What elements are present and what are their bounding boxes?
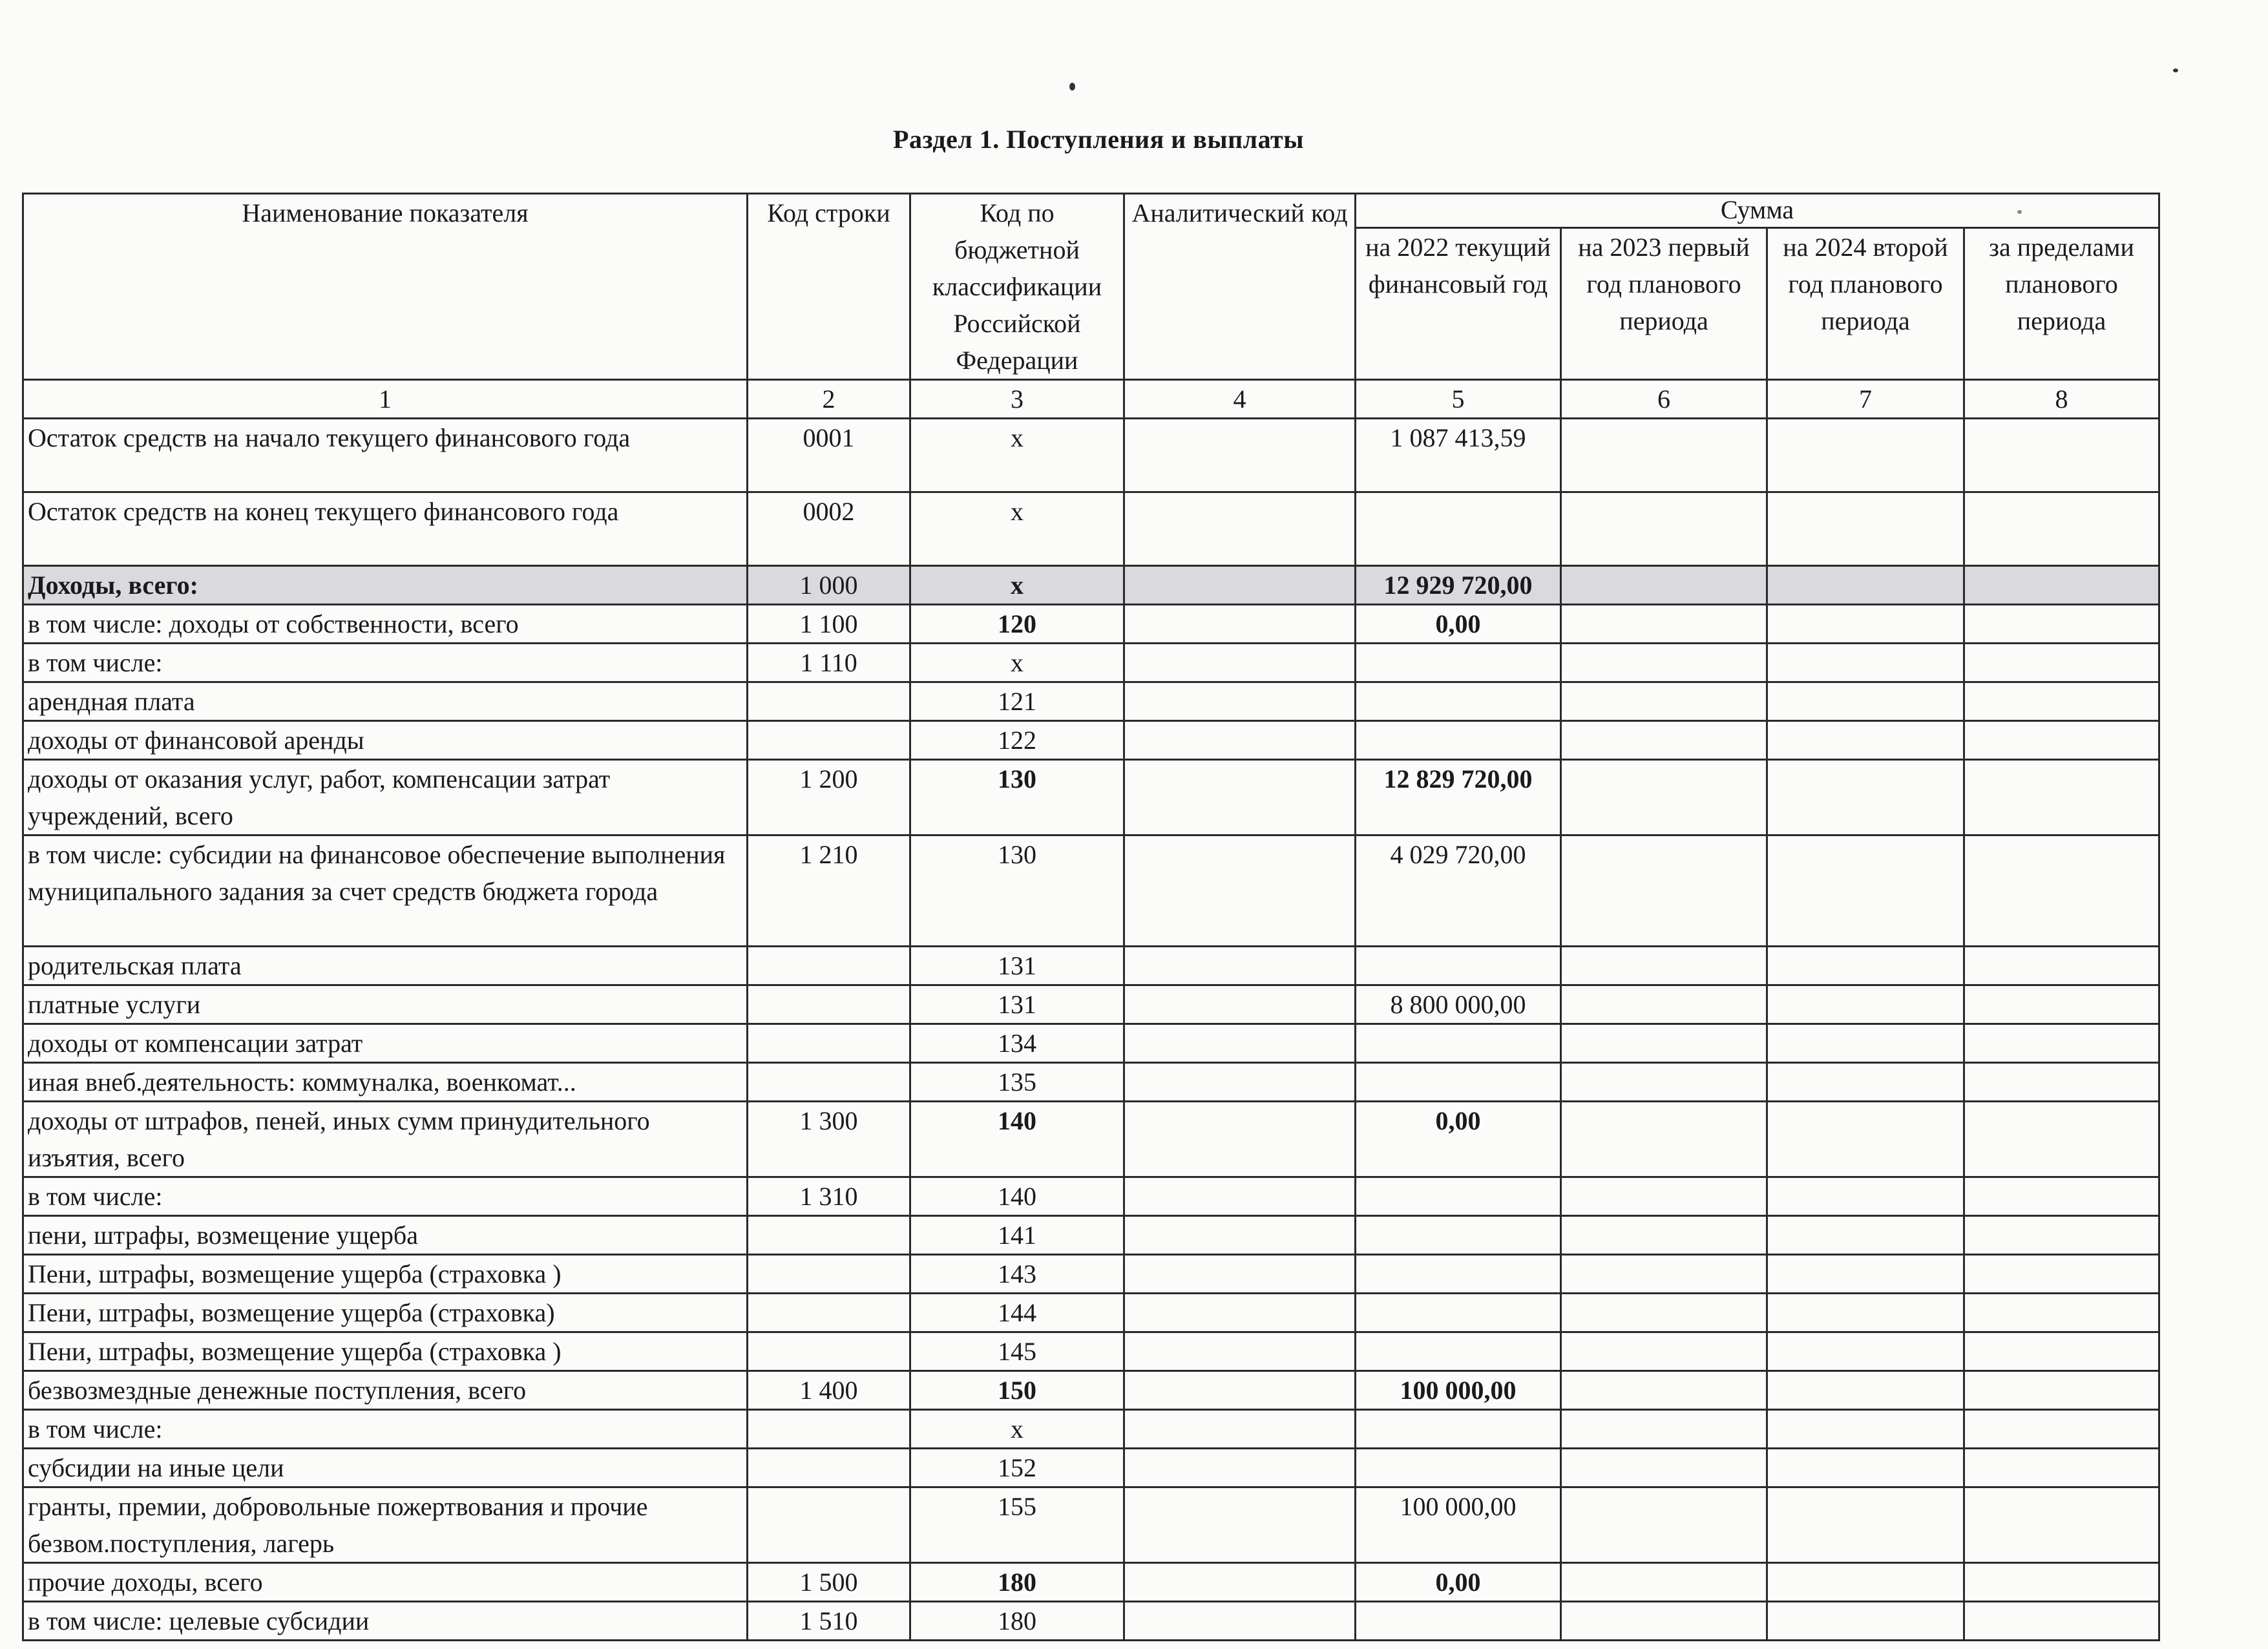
row-analytic-code (1124, 760, 1356, 835)
row-sum-2023 (1561, 1449, 1767, 1487)
row-sum-2023 (1561, 835, 1767, 947)
header-line-code: Код строки (748, 194, 910, 380)
row-sum-beyond (1964, 947, 2159, 985)
row-name: Остаток средств на начало текущего финансового года (23, 419, 748, 492)
row-budget-code: 131 (910, 985, 1124, 1024)
row-line-code: 1 200 (748, 760, 910, 835)
row-name: пени, штрафы, возмещение ущерба (23, 1216, 748, 1255)
row-analytic-code (1124, 1487, 1356, 1563)
row-name: Доходы, всего: (23, 566, 748, 605)
row-analytic-code (1124, 1102, 1356, 1177)
header-y2024: на 2024 второй год планового периода (1767, 228, 1964, 380)
row-sum-2024 (1767, 1177, 1964, 1216)
col-number: 8 (1964, 380, 2159, 419)
row-analytic-code (1124, 1332, 1356, 1371)
row-sum-beyond (1964, 1602, 2159, 1641)
row-budget-code: 180 (910, 1563, 1124, 1602)
row-sum-2022 (1356, 644, 1561, 682)
row-line-code (748, 1294, 910, 1332)
row-line-code: 0001 (748, 419, 910, 492)
table-row (23, 1177, 2159, 1216)
row-sum-2024 (1767, 835, 1964, 947)
row-line-code: 1 110 (748, 644, 910, 682)
row-analytic-code (1124, 566, 1356, 605)
row-budget-code: х (910, 644, 1124, 682)
row-sum-2023 (1561, 1410, 1767, 1449)
row-sum-2022: 12 829 720,00 (1356, 760, 1561, 835)
row-name: родительская плата (23, 947, 748, 985)
row-sum-beyond (1964, 1563, 2159, 1602)
table-row (23, 947, 2159, 985)
table-body (23, 194, 2159, 1641)
row-budget-code: 130 (910, 760, 1124, 835)
row-name: платные услуги (23, 985, 748, 1024)
row-sum-2023 (1561, 1487, 1767, 1563)
header-analytic-code: Аналитический код (1124, 194, 1356, 380)
row-name: иная внеб.деятельность: коммуналка, военкомат... (23, 1063, 748, 1102)
row-sum-2024 (1767, 985, 1964, 1024)
row-name: Пени, штрафы, возмещение ущерба (страховка ) (23, 1255, 748, 1294)
row-sum-beyond (1964, 760, 2159, 835)
row-name: арендная плата (23, 682, 748, 721)
receipts-payments-table (22, 193, 2160, 1641)
row-sum-2023 (1561, 985, 1767, 1024)
row-budget-code: х (910, 566, 1124, 605)
row-sum-2024 (1767, 566, 1964, 605)
row-analytic-code (1124, 419, 1356, 492)
row-name: Пени, штрафы, возмещение ущерба (страховка) (23, 1294, 748, 1332)
row-line-code: 0002 (748, 492, 910, 566)
col-number: 3 (910, 380, 1124, 419)
table-row (23, 1102, 2159, 1177)
row-analytic-code (1124, 1602, 1356, 1641)
table-row (23, 1602, 2159, 1641)
row-sum-2024 (1767, 1063, 1964, 1102)
row-budget-code: 141 (910, 1216, 1124, 1255)
row-line-code (748, 1216, 910, 1255)
row-sum-beyond (1964, 566, 2159, 605)
row-sum-beyond (1964, 1332, 2159, 1371)
row-budget-code: 144 (910, 1294, 1124, 1332)
row-line-code: 1 400 (748, 1371, 910, 1410)
row-analytic-code (1124, 1449, 1356, 1487)
row-analytic-code (1124, 492, 1356, 566)
row-sum-2023 (1561, 760, 1767, 835)
row-sum-2022 (1356, 682, 1561, 721)
row-sum-2023 (1561, 1177, 1767, 1216)
table-row (23, 1294, 2159, 1332)
row-budget-code: 155 (910, 1487, 1124, 1563)
row-sum-2023 (1561, 566, 1767, 605)
col-number: 2 (748, 380, 910, 419)
row-analytic-code (1124, 1410, 1356, 1449)
row-sum-2023 (1561, 419, 1767, 492)
row-sum-2024 (1767, 1255, 1964, 1294)
table-row (23, 835, 2159, 947)
row-sum-2023 (1561, 947, 1767, 985)
row-budget-code: х (910, 419, 1124, 492)
row-line-code (748, 721, 910, 760)
row-analytic-code (1124, 644, 1356, 682)
row-analytic-code (1124, 1063, 1356, 1102)
table-row (23, 1332, 2159, 1371)
row-sum-2022: 8 800 000,00 (1356, 985, 1561, 1024)
row-sum-2024 (1767, 947, 1964, 985)
row-budget-code: 140 (910, 1102, 1124, 1177)
header-y2022: на 2022 текущий финансовый год (1356, 228, 1561, 380)
row-name: прочие доходы, всего (23, 1563, 748, 1602)
row-sum-2024 (1767, 682, 1964, 721)
table-row (23, 1255, 2159, 1294)
row-sum-2022 (1356, 1449, 1561, 1487)
row-sum-2023 (1561, 682, 1767, 721)
row-budget-code: 140 (910, 1177, 1124, 1216)
header-beyond: за пределами планового периода (1964, 228, 2159, 380)
table-row (23, 644, 2159, 682)
row-analytic-code (1124, 985, 1356, 1024)
row-analytic-code (1124, 947, 1356, 985)
row-budget-code: 120 (910, 605, 1124, 644)
row-line-code (748, 1063, 910, 1102)
row-analytic-code (1124, 1255, 1356, 1294)
header-y2023: на 2023 первый год планового периода (1561, 228, 1767, 380)
row-name: безвозмездные денежные поступления, всего (23, 1371, 748, 1410)
row-sum-beyond (1964, 1294, 2159, 1332)
row-analytic-code (1124, 721, 1356, 760)
row-sum-2023 (1561, 1255, 1767, 1294)
row-name: в том числе: целевые субсидии (23, 1602, 748, 1641)
header-name: Наименование показателя (23, 194, 748, 380)
row-budget-code: 135 (910, 1063, 1124, 1102)
header-sum: Сумма (1356, 194, 2159, 228)
row-sum-2022: 100 000,00 (1356, 1487, 1561, 1563)
row-sum-2024 (1767, 1216, 1964, 1255)
row-sum-2024 (1767, 492, 1964, 566)
row-analytic-code (1124, 605, 1356, 644)
table-row (23, 985, 2159, 1024)
table-row (23, 1563, 2159, 1602)
row-line-code: 1 100 (748, 605, 910, 644)
row-sum-2022: 1 087 413,59 (1356, 419, 1561, 492)
row-budget-code: 152 (910, 1449, 1124, 1487)
row-sum-2024 (1767, 760, 1964, 835)
row-sum-2023 (1561, 1563, 1767, 1602)
row-sum-2024 (1767, 1602, 1964, 1641)
col-number: 7 (1767, 380, 1964, 419)
row-sum-2022 (1356, 1332, 1561, 1371)
row-name: в том числе: доходы от собственности, всего (23, 605, 748, 644)
row-sum-2023 (1561, 605, 1767, 644)
row-sum-2022: 0,00 (1356, 1102, 1561, 1177)
row-sum-beyond (1964, 1177, 2159, 1216)
row-analytic-code (1124, 1177, 1356, 1216)
row-sum-2022: 12 929 720,00 (1356, 566, 1561, 605)
row-line-code: 1 000 (748, 566, 910, 605)
row-sum-2023 (1561, 1294, 1767, 1332)
header-row (23, 194, 2159, 228)
table-row (23, 1371, 2159, 1410)
row-name: Пени, штрафы, возмещение ущерба (страховка ) (23, 1332, 748, 1371)
section-title: Раздел 1. Поступления и выплаты (893, 125, 1304, 154)
row-line-code (748, 1410, 910, 1449)
row-sum-2023 (1561, 1602, 1767, 1641)
row-sum-beyond (1964, 835, 2159, 947)
row-sum-2024 (1767, 605, 1964, 644)
row-analytic-code (1124, 1294, 1356, 1332)
table-row (23, 760, 2159, 835)
row-name: доходы от компенсации затрат (23, 1024, 748, 1063)
row-sum-2023 (1561, 1063, 1767, 1102)
table-row (23, 419, 2159, 492)
col-number: 5 (1356, 380, 1561, 419)
row-budget-code: 121 (910, 682, 1124, 721)
table-row (23, 605, 2159, 644)
row-sum-2022 (1356, 1255, 1561, 1294)
row-sum-2022 (1356, 1216, 1561, 1255)
row-sum-2022 (1356, 1024, 1561, 1063)
row-sum-2023 (1561, 644, 1767, 682)
row-budget-code: 143 (910, 1255, 1124, 1294)
row-sum-2022 (1356, 1294, 1561, 1332)
row-sum-2023 (1561, 1216, 1767, 1255)
row-line-code (748, 947, 910, 985)
row-sum-2022: 4 029 720,00 (1356, 835, 1561, 947)
row-sum-2023 (1561, 1102, 1767, 1177)
row-name: доходы от оказания услуг, работ, компенсации затрат учреждений, всего (23, 760, 748, 835)
row-sum-2022 (1356, 1177, 1561, 1216)
row-line-code: 1 310 (748, 1177, 910, 1216)
row-line-code: 1 500 (748, 1563, 910, 1602)
table-row (23, 721, 2159, 760)
row-budget-code: 180 (910, 1602, 1124, 1641)
row-sum-beyond (1964, 985, 2159, 1024)
table-row (23, 566, 2159, 605)
row-sum-2023 (1561, 1332, 1767, 1371)
col-number: 6 (1561, 380, 1767, 419)
row-analytic-code (1124, 1024, 1356, 1063)
row-sum-2023 (1561, 1371, 1767, 1410)
scan-speck (1069, 83, 1075, 90)
row-name: Остаток средств на конец текущего финансового года (23, 492, 748, 566)
row-name: доходы от финансовой аренды (23, 721, 748, 760)
row-sum-2024 (1767, 644, 1964, 682)
row-sum-2022 (1356, 721, 1561, 760)
row-line-code (748, 985, 910, 1024)
row-analytic-code (1124, 835, 1356, 947)
row-sum-2024 (1767, 1449, 1964, 1487)
table-row (23, 1410, 2159, 1449)
row-sum-beyond (1964, 721, 2159, 760)
row-sum-beyond (1964, 1487, 2159, 1563)
row-name: в том числе: (23, 644, 748, 682)
table-row (23, 682, 2159, 721)
row-line-code (748, 1024, 910, 1063)
row-name: доходы от штрафов, пеней, иных сумм принудительного изъятия, всего (23, 1102, 748, 1177)
row-budget-code: 130 (910, 835, 1124, 947)
row-sum-beyond (1964, 644, 2159, 682)
row-sum-2024 (1767, 1487, 1964, 1563)
row-budget-code: х (910, 492, 1124, 566)
row-sum-beyond (1964, 1024, 2159, 1063)
row-name: в том числе: (23, 1410, 748, 1449)
row-budget-code: х (910, 1410, 1124, 1449)
row-sum-2022 (1356, 1602, 1561, 1641)
row-sum-beyond (1964, 1216, 2159, 1255)
row-budget-code: 134 (910, 1024, 1124, 1063)
row-line-code (748, 1487, 910, 1563)
row-sum-2023 (1561, 492, 1767, 566)
row-line-code (748, 682, 910, 721)
row-name: в том числе: (23, 1177, 748, 1216)
row-sum-2022: 0,00 (1356, 605, 1561, 644)
row-sum-beyond (1964, 1449, 2159, 1487)
table-row (23, 1216, 2159, 1255)
row-sum-2024 (1767, 721, 1964, 760)
row-sum-2022: 0,00 (1356, 1563, 1561, 1602)
row-line-code: 1 510 (748, 1602, 910, 1641)
row-sum-2024 (1767, 1294, 1964, 1332)
table-row (23, 1024, 2159, 1063)
row-sum-2022 (1356, 947, 1561, 985)
row-budget-code: 145 (910, 1332, 1124, 1371)
row-line-code (748, 1255, 910, 1294)
row-line-code: 1 300 (748, 1102, 910, 1177)
row-sum-2024 (1767, 1371, 1964, 1410)
row-sum-2024 (1767, 1410, 1964, 1449)
column-number-row (23, 380, 2159, 419)
scan-speck (2173, 68, 2178, 72)
row-sum-beyond (1964, 1255, 2159, 1294)
col-number: 4 (1124, 380, 1356, 419)
row-sum-beyond (1964, 1102, 2159, 1177)
row-sum-2022 (1356, 1063, 1561, 1102)
row-sum-2023 (1561, 1024, 1767, 1063)
row-sum-2024 (1767, 1102, 1964, 1177)
col-number: 1 (23, 380, 748, 419)
row-sum-2024 (1767, 1024, 1964, 1063)
row-sum-beyond (1964, 682, 2159, 721)
row-name: субсидии на иные цели (23, 1449, 748, 1487)
row-sum-2022: 100 000,00 (1356, 1371, 1561, 1410)
row-line-code (748, 1332, 910, 1371)
row-sum-beyond (1964, 1371, 2159, 1410)
row-sum-beyond (1964, 605, 2159, 644)
row-sum-2022 (1356, 1410, 1561, 1449)
row-sum-2022 (1356, 492, 1561, 566)
row-sum-beyond (1964, 1063, 2159, 1102)
row-name: гранты, премии, добровольные пожертвования и прочие безвом.поступления, лагерь (23, 1487, 748, 1563)
row-sum-2024 (1767, 1332, 1964, 1371)
row-sum-2024 (1767, 419, 1964, 492)
row-sum-beyond (1964, 492, 2159, 566)
row-name: в том числе: субсидии на финансовое обеспечение выполнения муниципального задания за счет средств бюджета города (23, 835, 748, 947)
row-sum-2024 (1767, 1563, 1964, 1602)
row-line-code (748, 1449, 910, 1487)
table-row (23, 492, 2159, 566)
table-row (23, 1063, 2159, 1102)
row-analytic-code (1124, 1563, 1356, 1602)
row-analytic-code (1124, 1371, 1356, 1410)
row-budget-code: 122 (910, 721, 1124, 760)
header-budget-code: Код по бюджетной классификации Российской Федерации (910, 194, 1124, 380)
table-row (23, 1487, 2159, 1563)
row-budget-code: 150 (910, 1371, 1124, 1410)
row-line-code: 1 210 (748, 835, 910, 947)
row-budget-code: 131 (910, 947, 1124, 985)
table-row (23, 1449, 2159, 1487)
row-sum-beyond (1964, 419, 2159, 492)
row-sum-2023 (1561, 721, 1767, 760)
row-sum-beyond (1964, 1410, 2159, 1449)
row-analytic-code (1124, 1216, 1356, 1255)
row-analytic-code (1124, 682, 1356, 721)
